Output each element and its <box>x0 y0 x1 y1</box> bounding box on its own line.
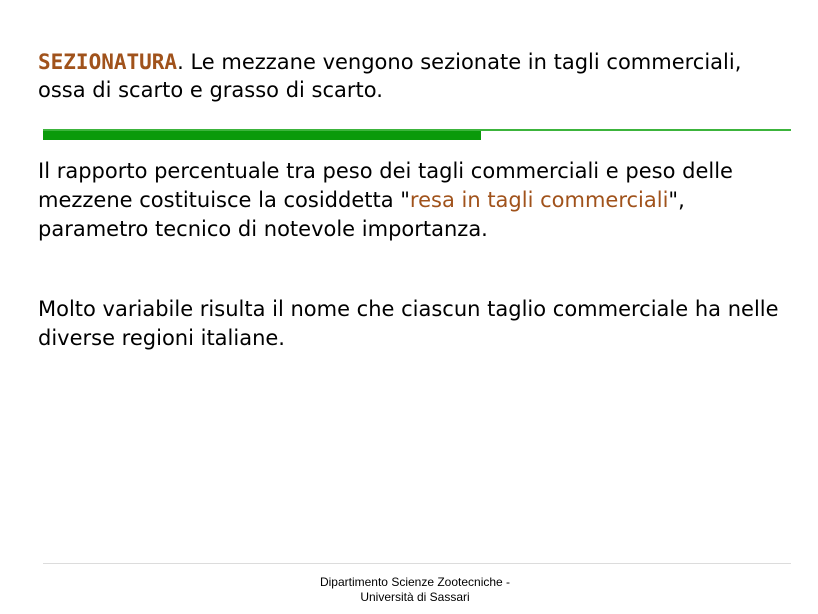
title-text: Le mezzane vengono sezionate in tagli commerciali, ossa di scarto e grasso di scarto. <box>38 50 742 102</box>
footer-line-1: Dipartimento Scienze Zootecniche - <box>319 575 511 589</box>
paragraph-resa-after: ", parametro tecnico di notevole importanza. <box>38 188 685 241</box>
paragraph-resa-before: Il rapporto percentuale tra peso dei tagli commerciali e peso delle mezzene costituisce la cosiddetta " <box>38 159 733 212</box>
paragraph-resa-highlight: resa in tagli commerciali <box>409 188 669 212</box>
divider-bar <box>43 129 791 141</box>
title-separator: . <box>177 50 184 74</box>
footer-divider <box>43 563 791 564</box>
title-keyword: SEZIONATURA <box>38 50 178 74</box>
divider-thick-line <box>43 131 481 140</box>
paragraph-resa <box>38 157 788 244</box>
paragraph-nomi-text: Molto variabile risulta il nome che ciascun taglio commerciale ha nelle diverse regioni italiane. <box>38 297 779 350</box>
footer <box>280 575 550 605</box>
paragraph-nomi <box>38 295 788 353</box>
slide-title-block <box>38 48 778 104</box>
footer-line-2: Università di Sassari <box>360 590 470 604</box>
